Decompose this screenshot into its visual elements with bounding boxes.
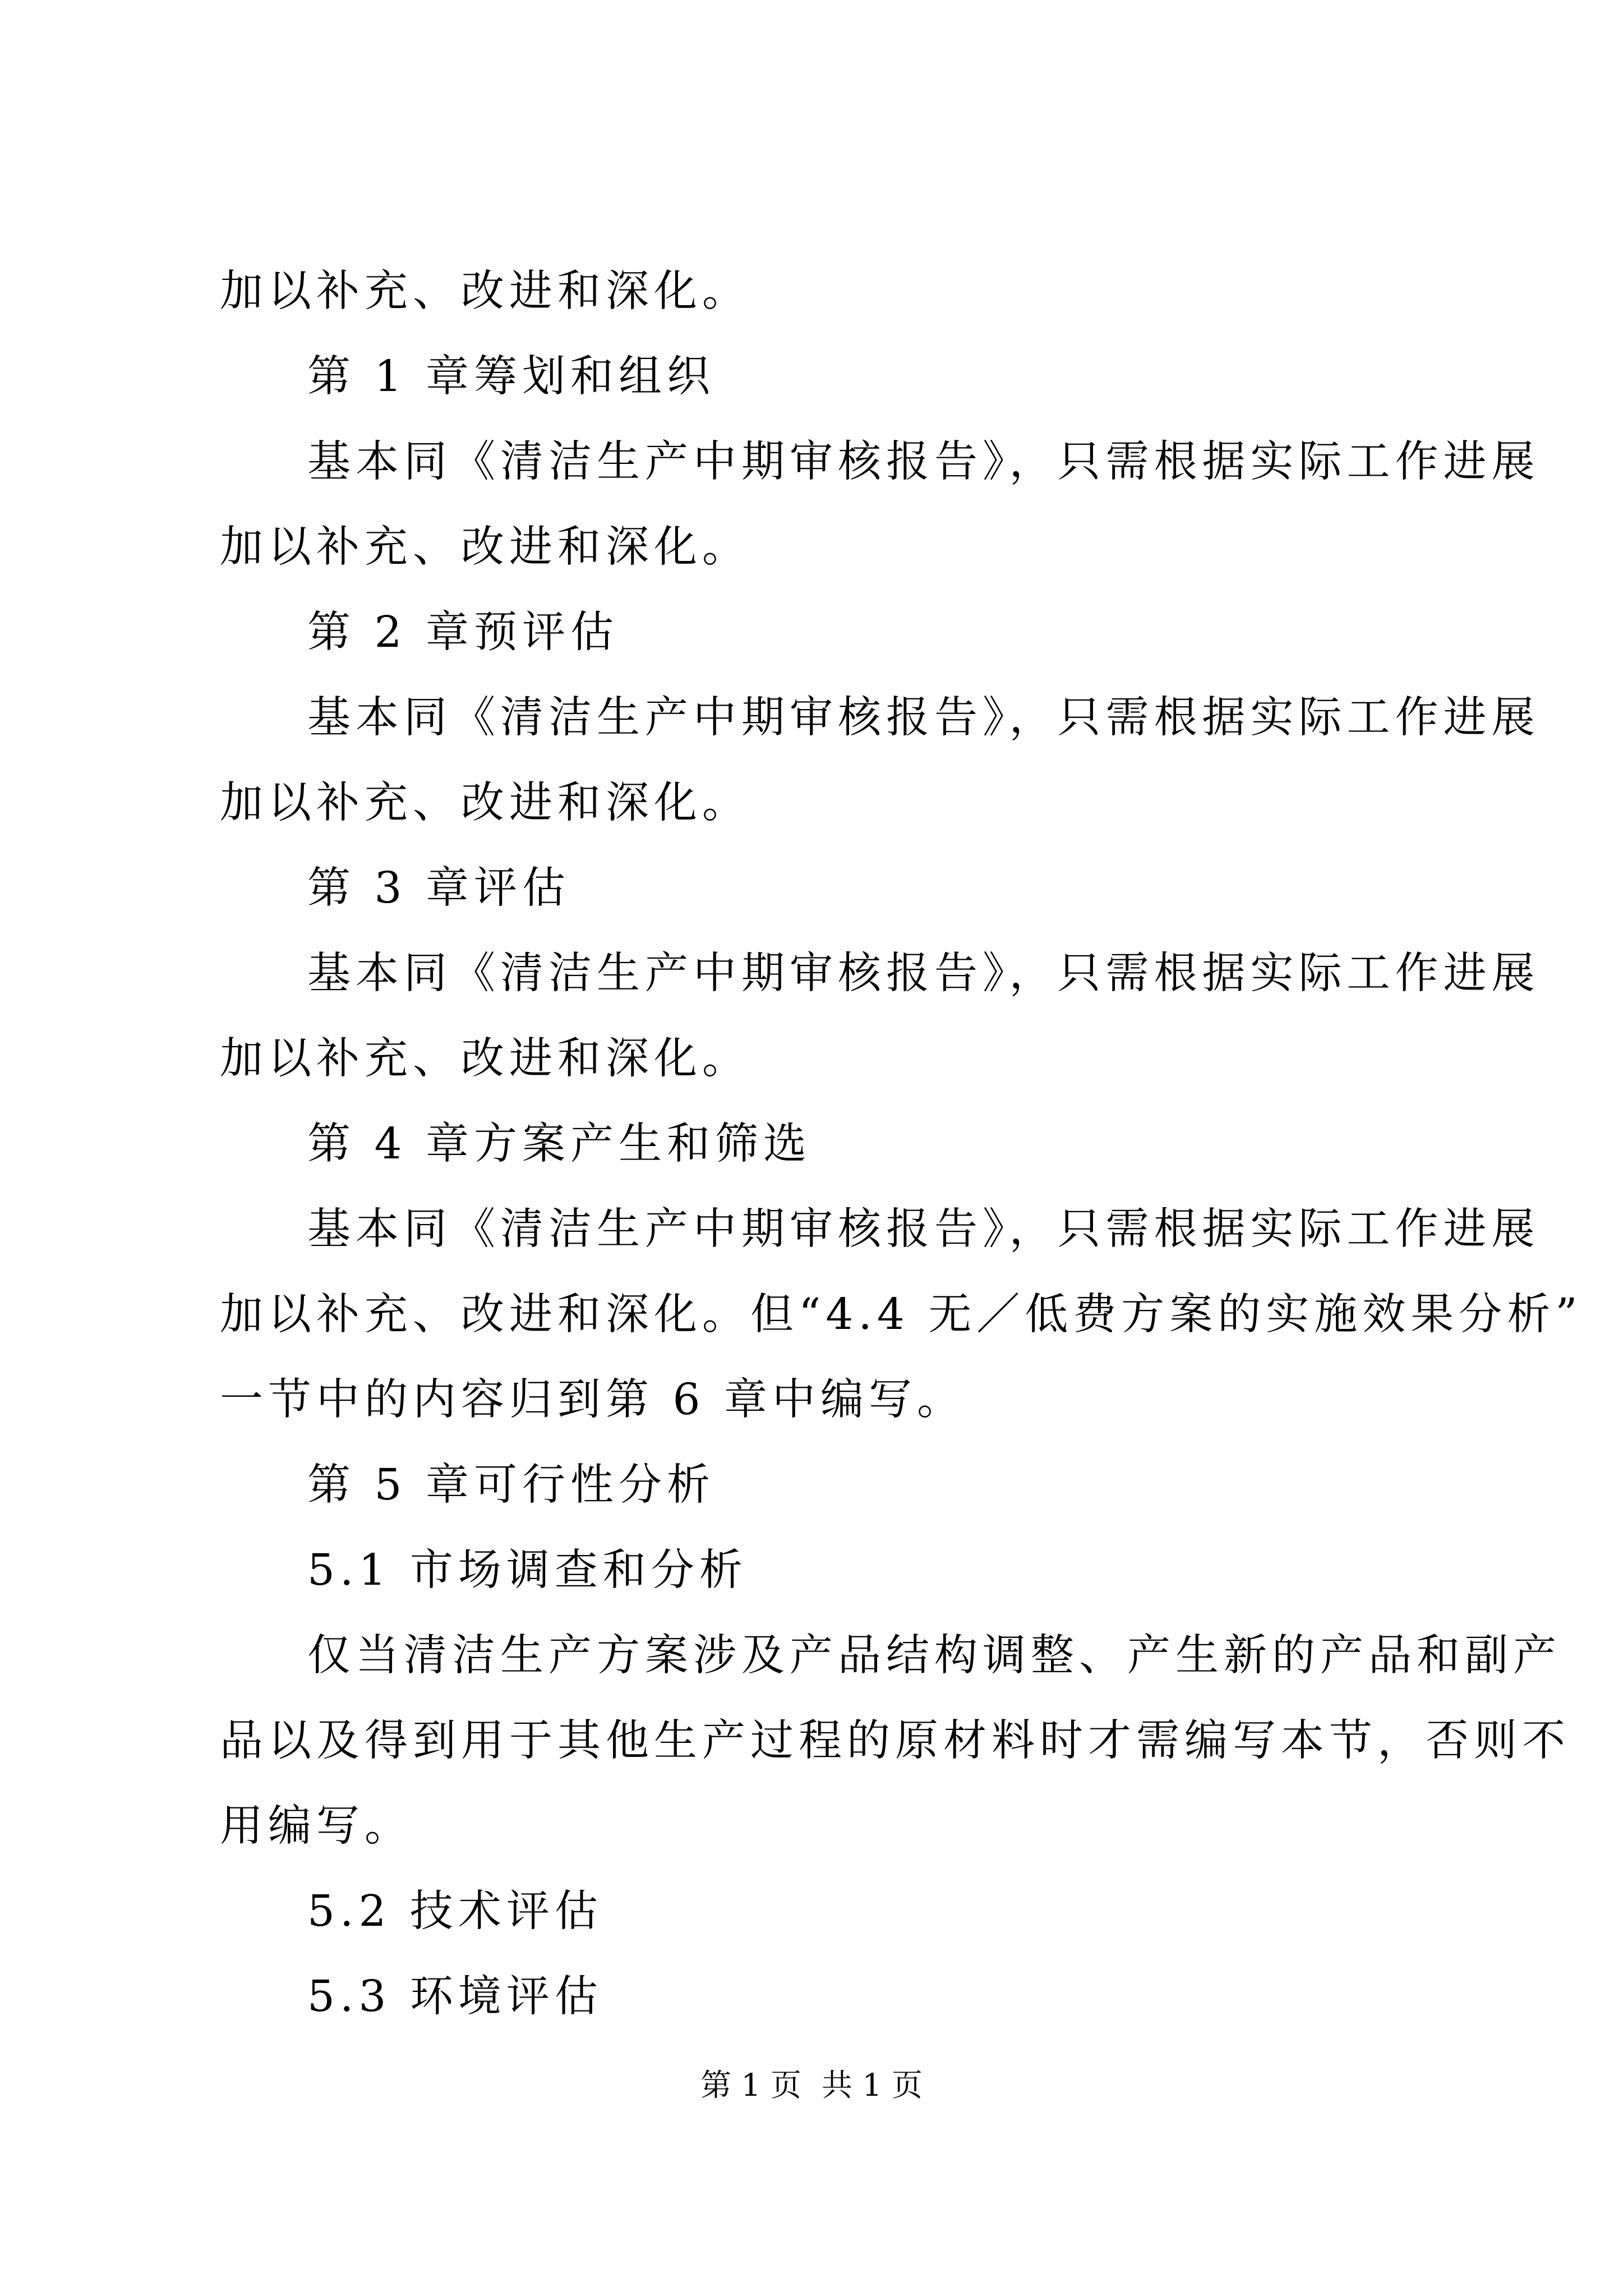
- body-line: 一节中的内容归到第 6 章中编写。: [220, 1375, 965, 1425]
- body-line: 加以补充、改进和深化。: [220, 266, 750, 316]
- body-line: 品以及得到用于其他生产过程的原材料时才需编写本节，否则不: [220, 1716, 1570, 1766]
- section-heading: 5.2 技术评估: [307, 1887, 603, 1936]
- body-line: 基本同《清洁生产中期审核报告》，只需根据实际工作进展: [307, 1204, 1540, 1254]
- page-footer: [0, 2065, 1623, 2105]
- page-number: 第 1 页: [700, 2067, 801, 2103]
- section-heading: 5.3 环境评估: [307, 1972, 603, 2022]
- body-line: 基本同《清洁生产中期审核报告》，只需根据实际工作进展: [307, 437, 1540, 487]
- section-heading: 5.1 市场调查和分析: [307, 1545, 748, 1595]
- body-line: 基本同《清洁生产中期审核报告》，只需根据实际工作进展: [307, 949, 1540, 999]
- body-line: 加以补充、改进和深化。: [220, 522, 750, 572]
- chapter-heading: 第 4 章方案产生和筛选: [307, 1119, 811, 1169]
- body-line: 加以补充、改进和深化。但“4.4 无／低费方案的实施效果分析”: [220, 1290, 1583, 1340]
- body-line: 用编写。: [220, 1801, 413, 1851]
- body-line: 加以补充、改进和深化。: [220, 1034, 750, 1084]
- body-line: 基本同《清洁生产中期审核报告》，只需根据实际工作进展: [307, 693, 1540, 743]
- chapter-heading: 第 2 章预评估: [307, 608, 619, 657]
- chapter-heading: 第 1 章筹划和组织: [307, 352, 715, 402]
- body-line: 加以补充、改进和深化。: [220, 778, 750, 828]
- page-total: 共 1 页: [822, 2067, 923, 2103]
- chapter-heading: 第 5 章可行性分析: [307, 1460, 715, 1510]
- chapter-heading: 第 3 章评估: [307, 863, 570, 913]
- body-line: 仅当清洁生产方案涉及产品结构调整、产生新的产品和副产: [307, 1631, 1561, 1681]
